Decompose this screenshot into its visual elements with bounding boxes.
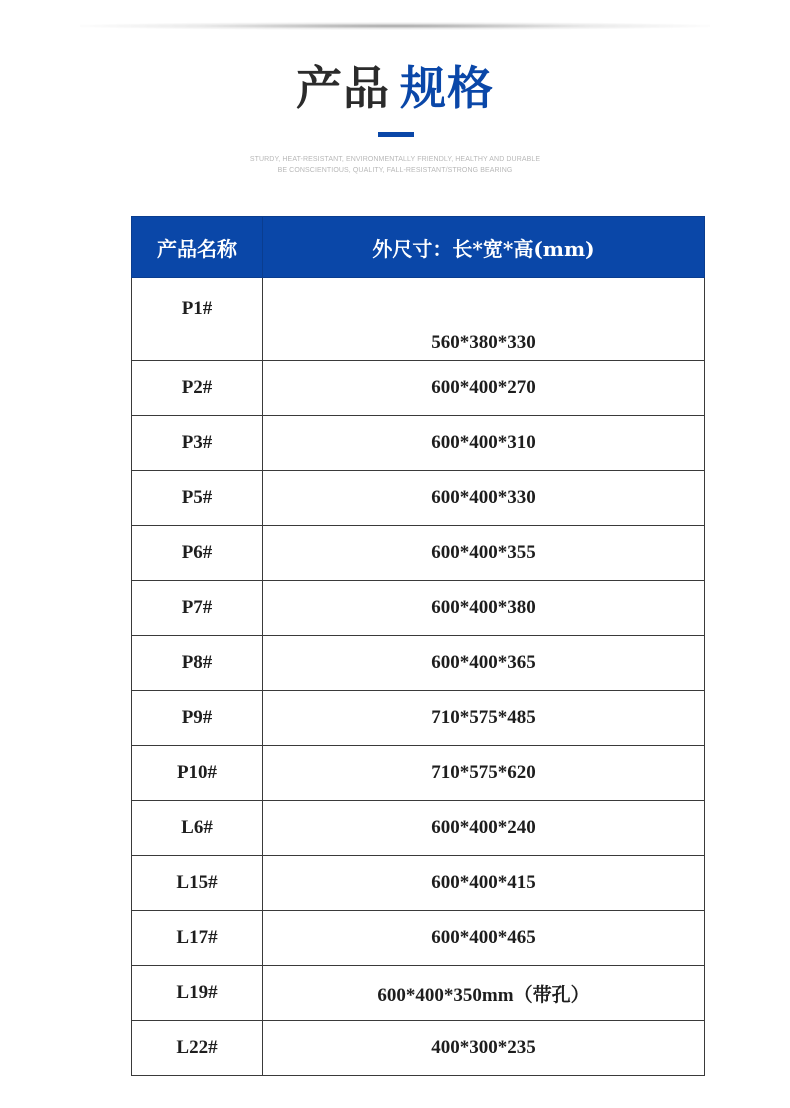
table-row [132, 278, 705, 361]
product-dimension-cell: 600*400*380 [263, 581, 705, 636]
page-title-blue: 规格 [400, 61, 494, 115]
product-name-cell: P8# [132, 636, 263, 691]
page-title [0, 58, 790, 118]
product-dimension-cell: 600*400*310 [263, 416, 705, 471]
table-row [132, 801, 705, 856]
product-name-cell: L15# [132, 856, 263, 911]
table-row [132, 911, 705, 966]
table-row [132, 856, 705, 911]
product-name-cell: P3# [132, 416, 263, 471]
product-name-cell: P6# [132, 526, 263, 581]
product-dimension-cell: 600*400*350mm（带孔） [263, 966, 705, 1021]
table-row [132, 636, 705, 691]
product-name-cell: P9# [132, 691, 263, 746]
top-divider-shadow [80, 22, 710, 30]
product-name-cell: P10# [132, 746, 263, 801]
table-row [132, 361, 705, 416]
product-name-cell: L22# [132, 1021, 263, 1076]
product-name-cell: P5# [132, 471, 263, 526]
product-dimension-cell: 560*380*330 [263, 278, 705, 361]
subtitle-line-1: STURDY, HEAT-RESISTANT, ENVIRONMENTALLY FRIENDLY, HEALTHY AND DURABLE [249, 156, 541, 163]
table-row [132, 581, 705, 636]
table-row [132, 526, 705, 581]
page-title-dark: 产品 [296, 61, 390, 115]
column-header-name: 产品名称 [132, 217, 263, 278]
product-dimension-cell: 600*400*330 [263, 471, 705, 526]
product-dimension-cell: 600*400*365 [263, 636, 705, 691]
subtitle-line-2: BE CONSCIENTIOUS, QUALITY, FALL-RESISTANT/STRONG BEARING [277, 167, 513, 174]
table-row [132, 1021, 705, 1076]
column-header-dimensions: 外尺寸：长*宽*高(mm) [263, 217, 705, 278]
product-name-cell: P2# [132, 361, 263, 416]
product-dimension-cell: 600*400*465 [263, 911, 705, 966]
product-name-cell: L17# [132, 911, 263, 966]
product-dimension-cell: 600*400*270 [263, 361, 705, 416]
table-row [132, 746, 705, 801]
product-name-cell: L19# [132, 966, 263, 1021]
table-row [132, 416, 705, 471]
product-name-cell: P1# [132, 278, 263, 361]
product-dimension-cell: 600*400*240 [263, 801, 705, 856]
product-dimension-cell: 400*300*235 [263, 1021, 705, 1076]
table-row [132, 691, 705, 746]
product-name-cell: P7# [132, 581, 263, 636]
product-dimension-cell: 710*575*620 [263, 746, 705, 801]
product-name-cell: L6# [132, 801, 263, 856]
title-underline-bar [378, 132, 414, 137]
product-dimension-cell: 600*400*355 [263, 526, 705, 581]
table-header-row [132, 217, 705, 278]
spec-table [131, 216, 705, 1076]
table-row [132, 966, 705, 1021]
table-row [132, 471, 705, 526]
product-dimension-cell: 600*400*415 [263, 856, 705, 911]
product-dimension-cell: 710*575*485 [263, 691, 705, 746]
